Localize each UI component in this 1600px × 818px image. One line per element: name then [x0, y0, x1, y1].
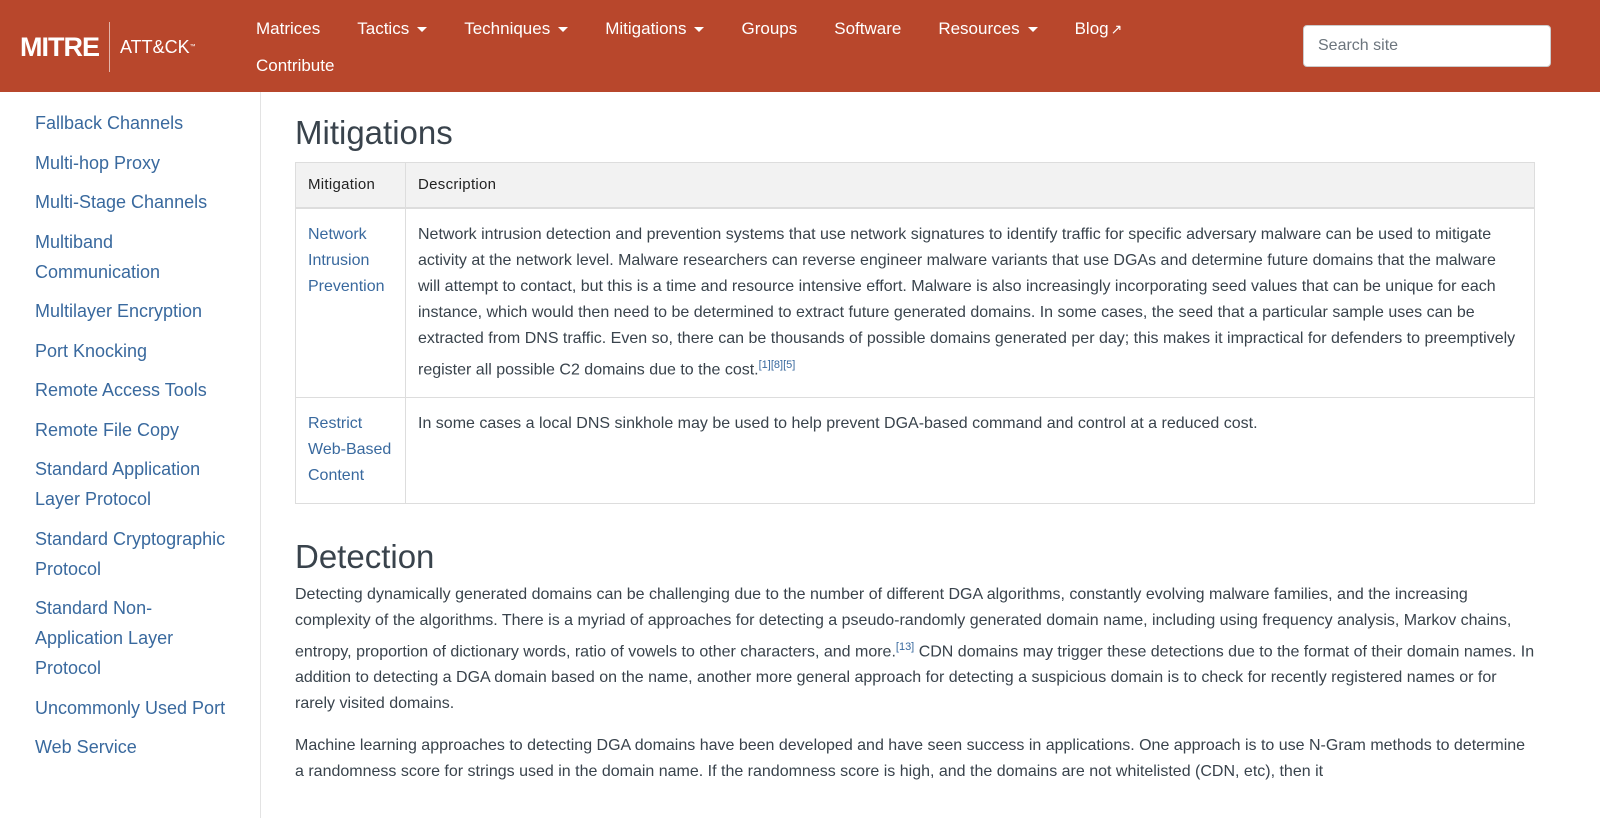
reference-link[interactable]: [13]	[895, 640, 915, 653]
description-text: In some cases a local DNS sinkhole may be used to help prevent DGA-based command and control at a reduced cost.	[418, 414, 1258, 432]
caret-down-icon	[558, 27, 568, 32]
column-header-mitigation: Mitigation	[296, 163, 406, 208]
nav-label: Contribute	[256, 56, 335, 75]
nav-blog[interactable]	[1075, 10, 1123, 47]
mitigations-table	[295, 162, 1535, 504]
nav-groups[interactable]	[741, 10, 797, 47]
table-row	[296, 208, 1535, 398]
description-cell	[406, 208, 1535, 398]
description-text: Network intrusion detection and prevention systems that use network signatures to identify traffic for specific adversary malware can be used to mitigate activity at the network level. Malware researchers can reverse engineer malware variants that use DGAs and determine future domains that the malware will attempt to contact, but this is a time and resource intensive effort. Malware is also increasingly incorporating seed values that can be unique for each instance, which would then need to be determined to extract future generated domains. In some cases, the seed that a particular sample uses can be extracted from DNS traffic. Even so, there can be thousands of possible domains generated per day; this makes it impractical for defenders to preemptively register all possible C2 domains due to the cost.	[418, 225, 1516, 378]
nav-label: Tactics	[357, 19, 410, 38]
nav-label: Blog	[1074, 19, 1109, 38]
mitigation-cell	[296, 397, 406, 503]
nav-label: Groups	[741, 19, 798, 38]
caret-down-icon	[417, 27, 427, 32]
nav-label: Matrices	[256, 19, 321, 38]
sidebar-item[interactable]: Standard Application Layer Protocol	[35, 459, 201, 509]
column-header-description: Description	[406, 163, 1535, 208]
main-nav	[256, 10, 1256, 84]
search-input[interactable]	[1303, 25, 1551, 67]
logo-tm: ™	[189, 44, 196, 50]
mitigation-cell	[296, 208, 406, 398]
caret-down-icon	[1028, 27, 1038, 32]
detection-paragraph: Machine learning approaches to detecting DGA domains have been developed and have seen success in applications. One approach is to use N-Gram methods to determine a randomness score for strings used in the domain name. If the randomness score is high, and the domains are not whitelisted (CDN, etc), then it	[295, 737, 1526, 781]
table-row	[296, 397, 1535, 503]
sidebar-item[interactable]: Remote File Copy	[35, 419, 180, 440]
nav-label: Mitigations	[605, 19, 687, 38]
detection-paragraph	[295, 582, 1535, 717]
nav-software[interactable]	[834, 10, 901, 47]
sidebar-item[interactable]: Multilayer Encryption	[35, 301, 203, 321]
nav-tactics[interactable]	[357, 10, 427, 47]
sidebar-item[interactable]: Multi-Stage Channels	[35, 192, 208, 212]
detection-heading: Detection	[295, 537, 435, 575]
logo-mitre: MITRE	[20, 31, 99, 62]
nav-techniques[interactable]	[464, 10, 568, 47]
detection-text: Detecting dynamically generated domains can be challenging due to the number of different DGA algorithms, constantly evolving malware families, and the increasing complexity of the algorithms. There is a myriad of approaches for detecting a pseudo-randomly generated domain name, including using frequency analysis, Markov chains, entropy, proportion of dictionary words, ratio of vowels to other characters, and more.	[295, 585, 1512, 661]
sidebar-item[interactable]: Port Knocking	[35, 340, 148, 361]
nav-contribute[interactable]	[256, 47, 334, 84]
sidebar	[0, 92, 261, 818]
nav-mitigations[interactable]	[605, 10, 704, 47]
logo-attck: ATT&CK	[120, 36, 190, 57]
reference-link[interactable]: [1][8][5]	[758, 358, 796, 371]
sidebar-item[interactable]: Multi-hop Proxy	[35, 152, 161, 173]
sidebar-item[interactable]: Remote Access Tools	[35, 380, 207, 400]
mitigation-link[interactable]: Restrict Web-Based Content	[308, 414, 392, 484]
sidebar-item[interactable]: Fallback Channels	[35, 113, 184, 133]
detection-text: CDN domains may trigger these detections due to the format of their domain names. In addition to detecting a DGA domain based on the name, another more general approach for detecting a suspicious domain is to check for recently registered names or for rarely visited domains.	[295, 643, 1535, 713]
mitigations-heading: Mitigations	[295, 114, 453, 151]
sidebar-item[interactable]: Standard Non-Application Layer Protocol	[35, 598, 174, 678]
nav-label: Software	[834, 19, 902, 38]
sidebar-item[interactable]: Multiband Communication	[35, 231, 161, 282]
sidebar-item[interactable]: Web Service	[35, 737, 137, 757]
mitre-attack-logo[interactable]	[20, 22, 196, 72]
description-cell	[406, 397, 1535, 503]
external-link-icon: ↗	[1110, 21, 1123, 37]
mitigation-link[interactable]: Network Intrusion Prevention	[308, 225, 385, 295]
caret-down-icon	[694, 27, 704, 32]
nav-label: Techniques	[464, 19, 551, 38]
sidebar-item[interactable]: Standard Cryptographic Protocol	[35, 528, 226, 579]
nav-matrices[interactable]	[256, 10, 320, 47]
sidebar-item[interactable]: Uncommonly Used Port	[35, 697, 226, 718]
top-navbar	[0, 0, 1600, 92]
nav-resources[interactable]	[938, 10, 1037, 47]
logo-divider	[109, 22, 110, 72]
main-content	[295, 92, 1535, 801]
nav-label: Resources	[938, 19, 1020, 38]
